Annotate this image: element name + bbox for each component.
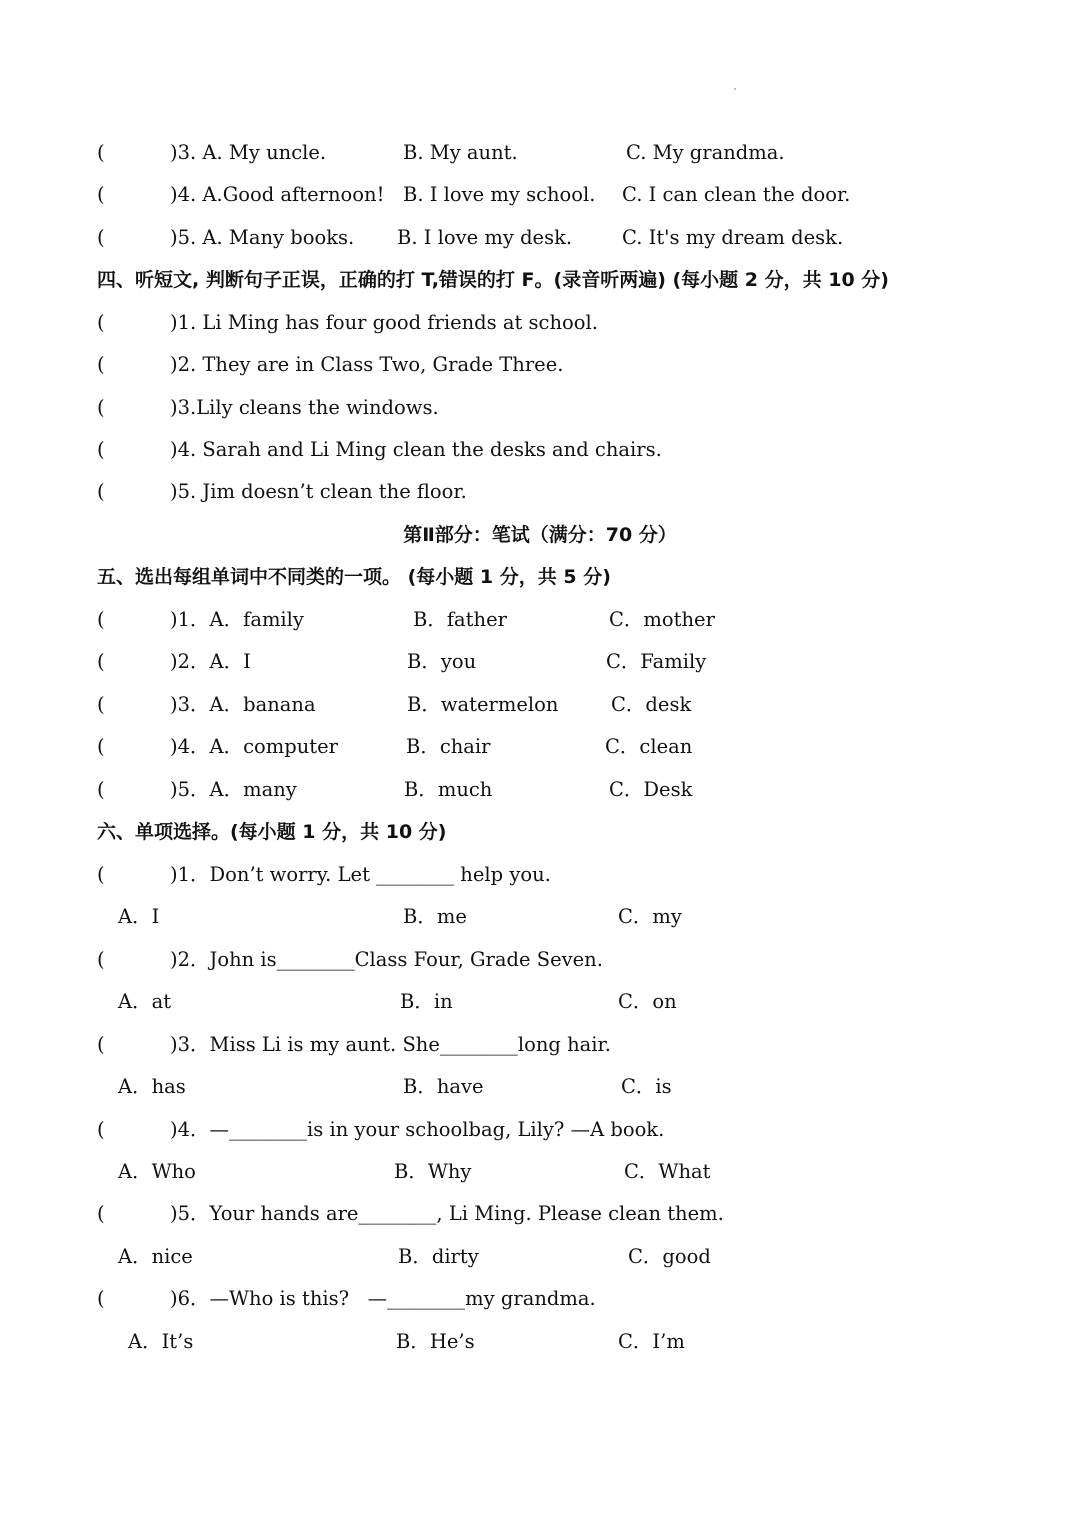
paren: ( [97, 1033, 105, 1056]
option-b: B．much [404, 778, 493, 801]
paren: ( [97, 1287, 105, 1310]
option-b: B．father [413, 608, 507, 631]
statement: )4. Sarah and Li Ming clean the desks and chairs. [170, 438, 662, 461]
option-a: A．at [118, 990, 172, 1013]
option-a: A．It’s [128, 1330, 194, 1353]
paren: ( [97, 650, 105, 673]
paren: ( [97, 396, 105, 419]
sec4-heading: 四、听短文, 判断句子正误，正确的打 T,错误的打 F。(录音听两遍) (每小题 2 分，共 10 分) [97, 269, 889, 291]
sec6-question-1 [0, 855, 1080, 895]
sec6-options-2 [0, 982, 1080, 1022]
option-c: C．my [618, 905, 682, 928]
sec5-item-5 [0, 770, 1080, 810]
question-text: )4．—________is in your schoolbag, Lily? —A book. [170, 1118, 665, 1141]
sec4-item-5 [0, 472, 1080, 512]
option-a: )5．A．many [170, 778, 297, 801]
paren: ( [97, 608, 105, 631]
sec6-question-4 [0, 1110, 1080, 1150]
sec6-question-2 [0, 940, 1080, 980]
option-a: A．Who [118, 1160, 196, 1183]
statement: )3.Lily cleans the windows. [170, 396, 439, 419]
question-text: )1．Don’t worry. Let ________ help you. [170, 863, 551, 886]
option-b: B．have [403, 1075, 484, 1098]
statement: )1. Li Ming has four good friends at school. [170, 311, 598, 334]
sec6-question-6 [0, 1279, 1080, 1319]
option-a: )3. A. My uncle. [170, 141, 327, 164]
sec6-question-5 [0, 1194, 1080, 1234]
sec5-item-3 [0, 685, 1080, 725]
option-b: B．Why [394, 1160, 472, 1183]
option-b: B．you [407, 650, 477, 673]
paren: ( [97, 1118, 105, 1141]
option-a: )2．A．I [170, 650, 251, 673]
sec5-item-4 [0, 727, 1080, 767]
sec5-item-1 [0, 600, 1080, 640]
sec3-item-3 [0, 133, 1080, 173]
paren: ( [97, 183, 105, 206]
paren: ( [97, 863, 105, 886]
option-b: B. My aunt. [403, 141, 518, 164]
sec6-options-1 [0, 897, 1080, 937]
option-a: A．has [118, 1075, 186, 1098]
question-text: )6．—Who is this? —________my grandma. [170, 1287, 596, 1310]
option-c: C．on [618, 990, 677, 1013]
question-text: )5．Your hands are________, Li Ming. Please clean them. [170, 1202, 724, 1225]
sec4-item-3 [0, 388, 1080, 428]
sec3-item-4 [0, 175, 1080, 215]
option-b: B. I love my school. [403, 183, 596, 206]
paren: ( [97, 948, 105, 971]
option-a: )5. A. Many books. [170, 226, 355, 249]
option-c: C. My grandma. [626, 141, 785, 164]
question-text: )3．Miss Li is my aunt. She________long hair. [170, 1033, 611, 1056]
option-c: C．clean [605, 735, 693, 758]
option-a: A．I [118, 905, 160, 928]
option-c: C．good [628, 1245, 711, 1268]
option-c: C. It's my dream desk. [622, 226, 844, 249]
option-c: C．What [624, 1160, 711, 1183]
paren: ( [97, 311, 105, 334]
option-b: B. I love my desk. [397, 226, 573, 249]
sec6-options-5 [0, 1237, 1080, 1277]
option-a: A．nice [118, 1245, 193, 1268]
sec6-question-3 [0, 1025, 1080, 1065]
option-a: )3．A．banana [170, 693, 316, 716]
option-b: B．dirty [398, 1245, 479, 1268]
question-text: )2．John is________Class Four, Grade Seven. [170, 948, 603, 971]
statement: )2. They are in Class Two, Grade Three. [170, 353, 564, 376]
option-c: C．is [621, 1075, 672, 1098]
option-b: B．chair [406, 735, 491, 758]
option-c: C．mother [609, 608, 715, 631]
option-c: C．Family [606, 650, 707, 673]
paren: ( [97, 141, 105, 164]
paren: ( [97, 1202, 105, 1225]
option-b: B．watermelon [407, 693, 559, 716]
option-c: C．I’m [618, 1330, 685, 1353]
paren: ( [97, 693, 105, 716]
option-a: )4. A.Good afternoon! [170, 183, 385, 206]
sec6-options-6 [0, 1322, 1080, 1362]
part2-title: 第Ⅱ部分：笔试（满分：70 分） [403, 524, 677, 546]
paren: ( [97, 735, 105, 758]
option-b: B．in [400, 990, 453, 1013]
sec5-item-2 [0, 642, 1080, 682]
sec4-item-2 [0, 345, 1080, 385]
paren: ( [97, 438, 105, 461]
sec4-item-4 [0, 430, 1080, 470]
sec3-item-5 [0, 218, 1080, 258]
option-b: B．He’s [396, 1330, 475, 1353]
option-c: C. I can clean the door. [622, 183, 851, 206]
sec4-item-1 [0, 303, 1080, 343]
paren: ( [97, 226, 105, 249]
sec6-options-3 [0, 1067, 1080, 1107]
option-c: C．Desk [609, 778, 693, 801]
scan-speck [734, 88, 736, 90]
sec6-options-4 [0, 1152, 1080, 1192]
option-c: C．desk [611, 693, 692, 716]
statement: )5. Jim doesn’t clean the floor. [170, 480, 467, 503]
sec6-heading: 六、单项选择。(每小题 1 分，共 10 分) [97, 821, 447, 843]
paren: ( [97, 778, 105, 801]
paren: ( [97, 480, 105, 503]
paren: ( [97, 353, 105, 376]
option-a: )4．A．computer [170, 735, 338, 758]
option-b: B．me [403, 905, 467, 928]
option-a: )1．A．family [170, 608, 304, 631]
sec5-heading: 五、选出每组单词中不同类的一项。 (每小题 1 分，共 5 分) [97, 566, 611, 588]
